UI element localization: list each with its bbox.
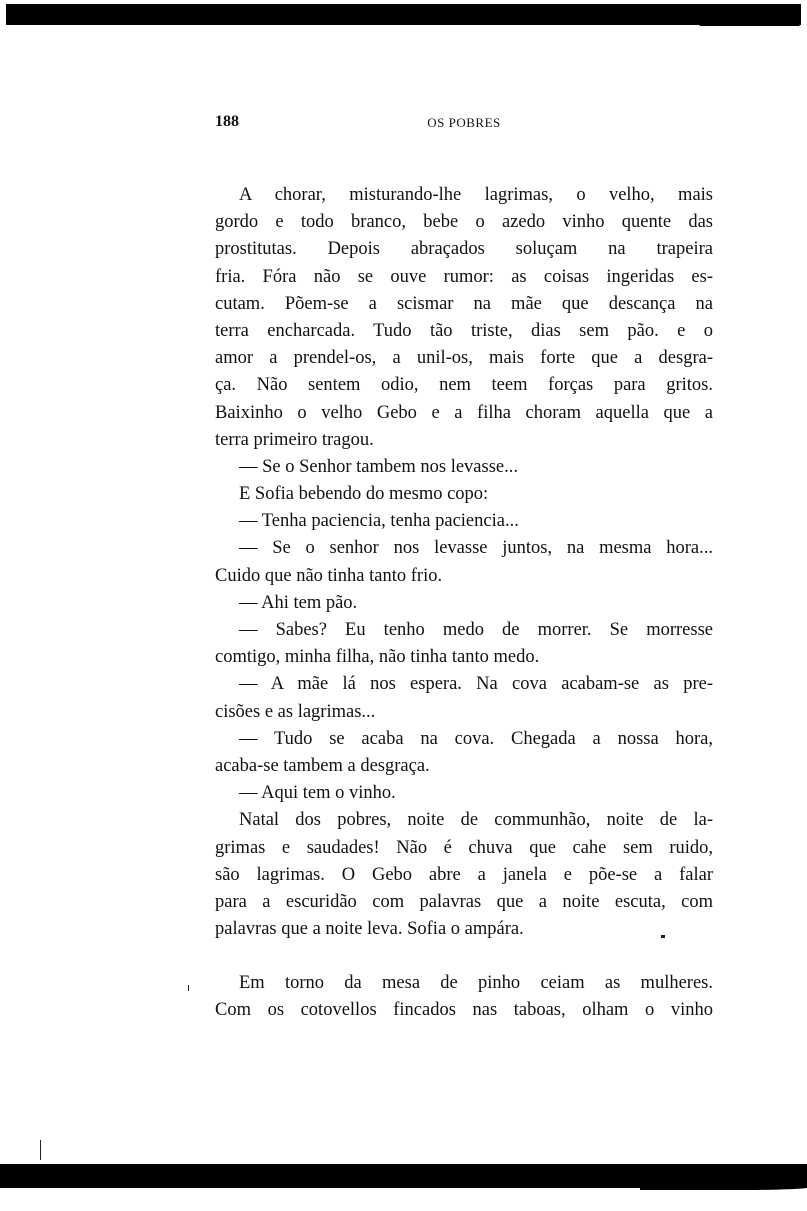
page-number: 188 (215, 113, 239, 130)
text-line: acaba-se tambem a desgraça. (215, 755, 430, 776)
scan-border-bottom-edge (640, 1184, 807, 1190)
text-line: — Aqui tem o vinho. (239, 783, 396, 804)
text-line: Em torno da mesa de pinho ceiam as mulheres. (239, 973, 713, 994)
text-line: — Ahi tem pão. (239, 592, 358, 613)
scan-speck (188, 985, 189, 991)
text-line: — Tudo se acaba na cova. Chegada a nossa hora, (239, 728, 713, 749)
text-line: — Sabes? Eu tenho medo de morrer. Se morresse (239, 620, 713, 640)
paragraph-gap (215, 943, 713, 970)
text-line: A chorar, misturando-lhe lagrimas, o velho, mais (239, 185, 713, 205)
text-line: — Se o Senhor tambem nos levasse... (239, 456, 518, 477)
text-line: cutam. Põem-se a scismar na mãe que descança na (215, 293, 713, 314)
body-text (215, 182, 713, 1025)
text-line: terra primeiro tragou. (215, 429, 374, 450)
text-line: Cuido que não tinha tanto frio. (215, 565, 443, 586)
text-line: palavras que a noite leva. Sofia o ampára. (215, 919, 524, 940)
text-line: fria. Fóra não se ouve rumor: as coisas ingeridas es- (215, 266, 713, 287)
text-line: para a escuridão com palavras que a noite escuta, com (215, 891, 713, 912)
text-line: gordo e todo branco, bebe o azedo vinho quente das (215, 212, 713, 233)
text-line: cisões e as lagrimas... (215, 701, 376, 722)
text-line: ça. Não sentem odio, nem teem forças para gritos. (215, 375, 713, 396)
text-line: são lagrimas. O Gebo abre a janela e põe-se a falar (215, 864, 713, 885)
text-line: — A mãe lá nos espera. Na cova acabam-se as pre- (239, 674, 713, 695)
text-line: Com os cotovellos fincados nas taboas, olham o vinho (215, 1000, 713, 1021)
text-line: comtigo, minha filha, não tinha tanto medo. (215, 647, 540, 668)
text-line: prostitutas. Depois abraçados soluçam na trapeira (215, 239, 713, 260)
text-line: — Se o senhor nos levasse juntos, na mesma hora... (239, 538, 713, 559)
text-line: amor a prendel-os, a unil-os, mais forte que a desgra- (215, 348, 713, 369)
text-line: grimas e saudades! Não é chuva que cahe sem ruido, (215, 837, 713, 858)
scan-border-top-edge (699, 20, 800, 26)
text-line: Natal dos pobres, noite de communhão, noite de la- (239, 810, 713, 831)
running-title: OS POBRES (427, 115, 501, 130)
text-line: terra encharcada. Tudo tão triste, dias sem pão. e o (215, 320, 713, 341)
page-header (215, 113, 713, 143)
scan-speck (661, 935, 665, 938)
text-line: E Sofia bebendo do mesmo copo: (239, 484, 489, 505)
book-page (215, 113, 713, 1025)
scan-speck (40, 1140, 41, 1160)
scan-border-top (6, 4, 801, 25)
text-line: Baixinho o velho Gebo e a filha choram aquella que a (215, 402, 713, 423)
text-line: — Tenha paciencia, tenha paciencia... (239, 511, 519, 532)
